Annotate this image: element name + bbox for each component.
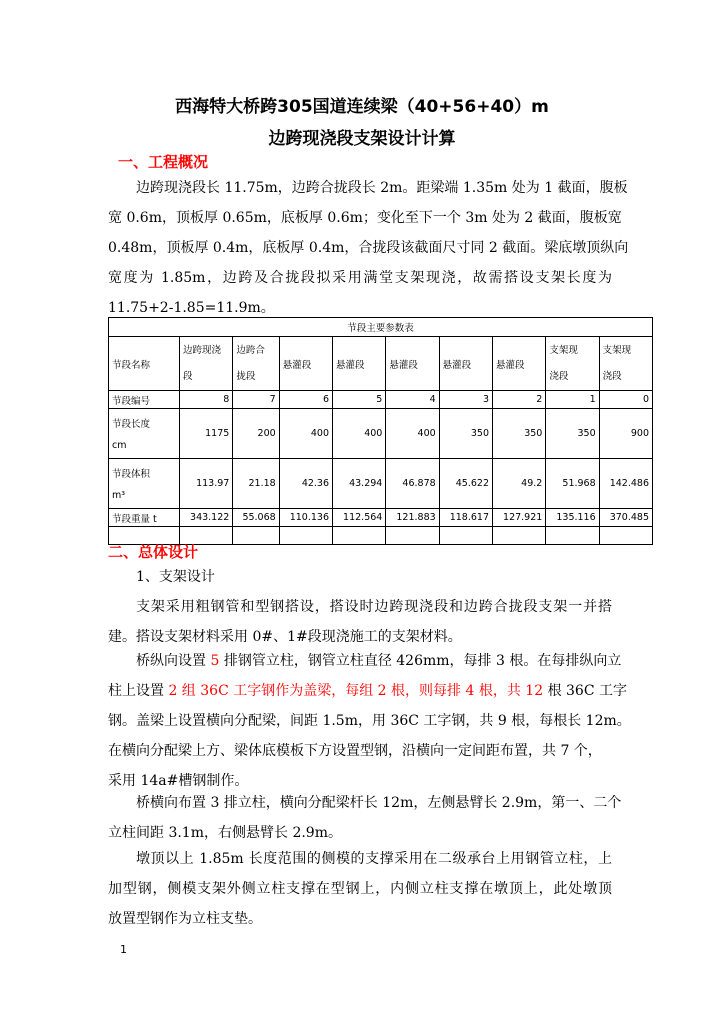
section2-heading: 二、总体设计 [108,543,199,561]
length-cell: 350 [493,409,546,459]
length-cell: 350 [546,409,599,459]
section1-line: 边跨现浇段长 11.75m，边跨合拢段长 2m。距梁端 1.35m 处为 1 截面，腹板 [136,180,628,196]
name-cell [233,337,279,391]
length-cell: 400 [279,409,332,459]
name-cell: 悬灌段 [493,337,546,391]
length-cell: 350 [439,409,492,459]
page-number: 1 [120,943,127,956]
empty-cell [493,527,546,545]
name-text: 浇段 [602,370,622,382]
volume-cell: 45.622 [439,459,492,509]
para-line: 支架采用粗钢管和型钢搭设，搭设时边跨现浇段和边跨合拢段支架一并搭 [136,599,612,615]
para-line: 采用 14a#槽钢制作。 [108,773,249,789]
row-label-name: 节段名称 [109,337,180,391]
weight-cell: 127.921 [493,509,546,527]
volume-cell: 46.878 [386,459,439,509]
section1-line: 宽 0.6m，顶板厚 0.65m，底板厚 0.6m；变化至下一个 3m 处为 2 截面，腹板宽 [108,210,622,226]
para-line: 加型钢，侧模支架外侧立柱支撑在型钢上，内侧立柱支撑在墩顶上，此处墩顶 [108,881,612,897]
volume-cell: 113.97 [180,459,233,509]
number-cell: 7 [233,391,279,409]
para-line: 立柱间距 3.1m，右侧悬臂长 2.9m。 [108,825,342,841]
volume-unit: m³ [112,490,126,501]
length-cell: 900 [599,409,652,459]
text-run: 柱上设置 [108,683,169,699]
text-run: 桥纵向设置 [136,653,211,669]
row-label-weight: 节段重量 t [109,509,180,527]
name-text: 拢段 [236,370,256,382]
name-cell: 悬灌段 [279,337,332,391]
row-label-number: 节段编号 [109,391,180,409]
number-cell: 5 [333,391,386,409]
volume-cell: 142.486 [599,459,652,509]
weight-cell: 121.883 [386,509,439,527]
para-line: 墩顶以上 1.85m 长度范围的侧模的支撑采用在二级承台上用钢管立柱，上 [136,851,612,867]
number-cell: 8 [180,391,233,409]
length-cell: 400 [386,409,439,459]
volume-cell: 42.36 [279,459,332,509]
para-line: 桥横向布置 3 排立柱，横向分配梁杆长 12m，左侧悬臂长 2.9m，第一、二个 [136,795,622,811]
name-cell: 悬灌段 [386,337,439,391]
para-line: 建。搭设支架材料采用 0#、1#段现浇施工的支架材料。 [108,629,462,645]
name-cell [180,337,233,391]
name-cell [599,337,652,391]
length-unit: cm [112,440,127,451]
empty-cell [386,527,439,545]
row-label-volume [109,459,180,509]
length-cell: 1175 [180,409,233,459]
paragraph-a [108,592,612,652]
name-text: 段 [183,370,193,382]
length-cell: 200 [233,409,279,459]
name-cell: 悬灌段 [439,337,492,391]
name-text: 支架现 [602,344,632,356]
empty-cell [333,527,386,545]
subsection-heading: 1、支架设计 [136,569,215,585]
paragraph-d [108,844,612,934]
paragraph-c [108,788,622,848]
weight-cell: 110.136 [279,509,332,527]
volume-cell: 51.968 [546,459,599,509]
weight-cell: 135.116 [546,509,599,527]
weight-cell: 343.122 [180,509,233,527]
volume-cell: 43.294 [333,459,386,509]
number-cell: 2 [493,391,546,409]
number-cell: 1 [546,391,599,409]
text-run: 根 36C 工字 [543,683,628,699]
row-label-length [109,409,180,459]
para-line: 放置型钢作为立柱支垫。 [108,911,262,927]
number-cell: 3 [439,391,492,409]
length-cell: 400 [333,409,386,459]
segment-parameter-table [108,317,653,545]
empty-cell [546,527,599,545]
volume-label: 节段体积 [112,469,151,480]
weight-cell: 112.564 [333,509,386,527]
name-text: 浇段 [549,370,569,382]
para-line [108,676,628,706]
name-text: 边跨现浇 [183,344,222,356]
table-caption: 节段主要参数表 [109,318,653,337]
section1-line: 宽度为 1.85m，边跨及合拢段拟采用满堂支架现浇，故需搭设支架长度为 [108,270,612,286]
para-line: 在横向分配梁上方、梁体底模板下方设置型钢，沿横向一定间距布置，共 7 个， [108,743,602,759]
empty-cell [599,527,652,545]
name-cell [546,337,599,391]
text-run: 排钢管立柱，钢管立柱直径 426mm，每排 3 根。在每排纵向立 [219,653,622,669]
volume-cell: 49.2 [493,459,546,509]
doc-title-line2: 边跨现浇段支架设计计算 [268,129,456,149]
number-cell: 6 [279,391,332,409]
name-cell: 悬灌段 [333,337,386,391]
section1-heading: 一、工程概况 [118,153,209,171]
highlighted-text: 2 组 36C 工字钢作为盖梁，每组 2 根，则每排 4 根，共 12 [168,683,544,699]
paragraph-b [108,646,631,796]
para-line: 钢。盖梁上设置横向分配梁，间距 1.5m，用 36C 工字钢，共 9 根，每根长 12m。 [108,713,631,729]
weight-cell: 118.617 [439,509,492,527]
name-text: 边跨合 [236,344,265,356]
highlighted-text: 5 [210,653,220,669]
empty-cell [233,527,279,545]
number-cell: 0 [599,391,652,409]
para-line [108,646,622,676]
empty-cell [439,527,492,545]
section1-paragraph [108,173,629,323]
weight-cell: 55.068 [233,509,279,527]
number-cell: 4 [386,391,439,409]
volume-cell: 21.18 [233,459,279,509]
length-label: 节段长度 [112,419,151,430]
name-text: 支架现 [549,344,578,356]
weight-cell: 370.485 [599,509,652,527]
doc-title-line1: 西海特大桥跨305国道连续梁（40+56+40）m [175,97,549,117]
section1-line: 0.48m，顶板厚 0.4m，底板厚 0.4m，合拢段该截面尺寸同 2 截面。梁底墩顶纵向 [108,240,629,256]
empty-cell [279,527,332,545]
section1-line: 11.75+2-1.85=11.9m。 [108,300,275,316]
